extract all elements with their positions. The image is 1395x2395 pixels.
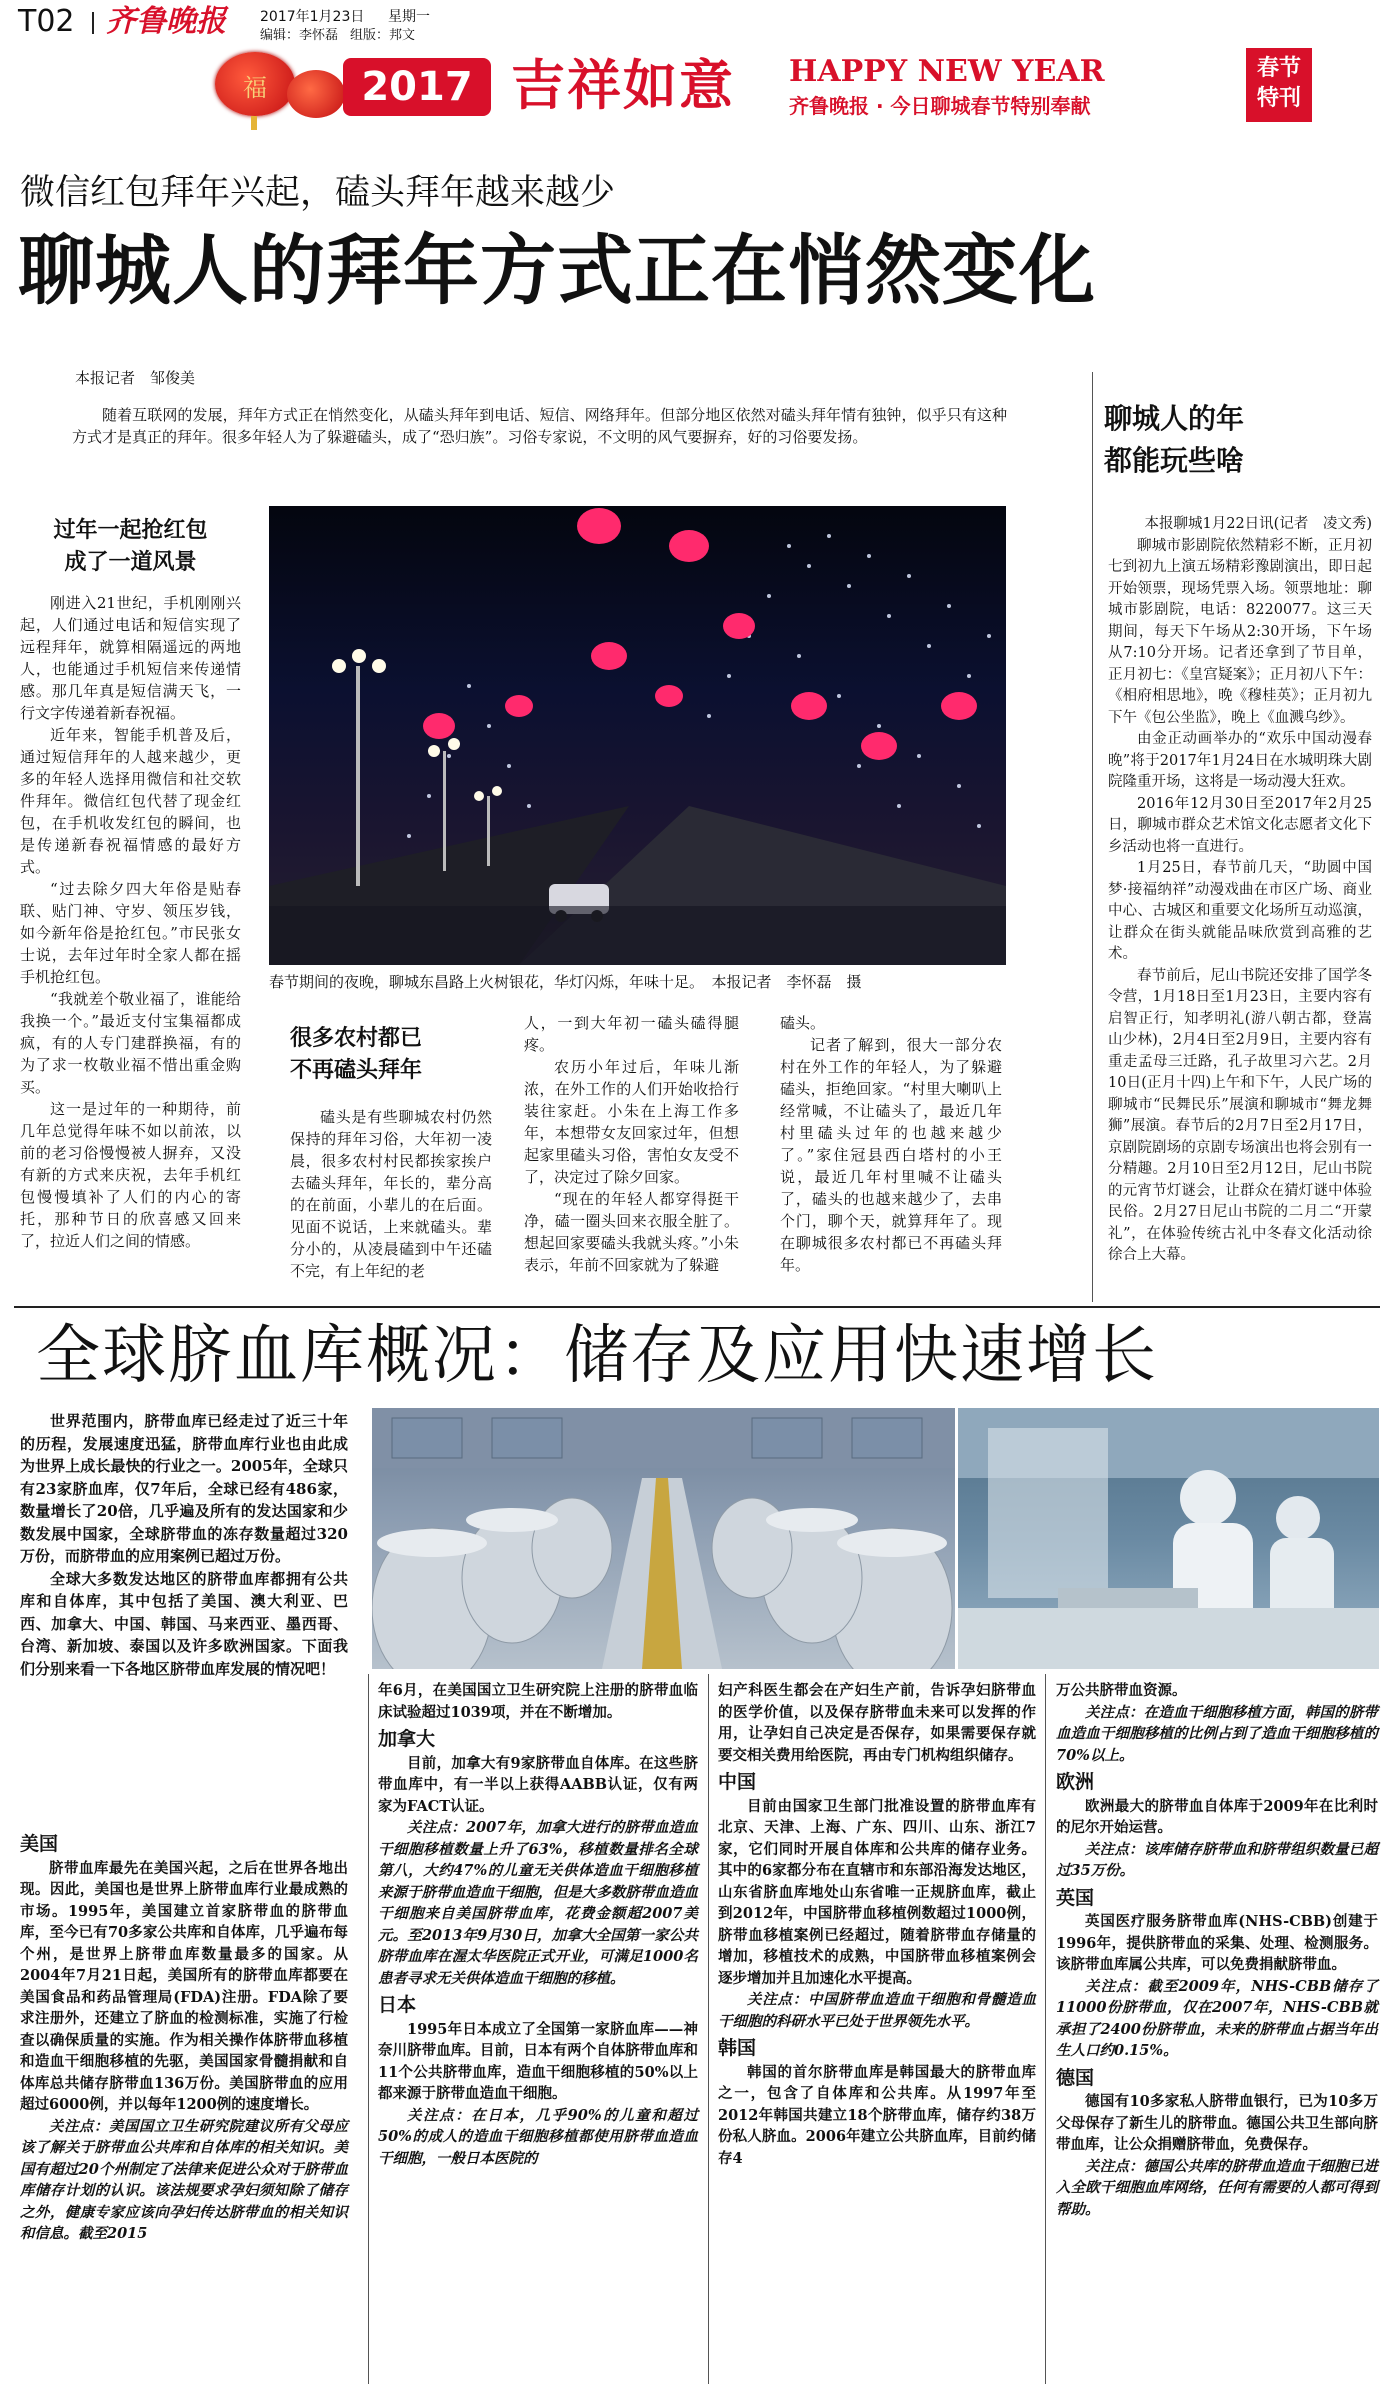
column-rule: [1092, 372, 1093, 1302]
paragraph: 目前由国家卫生部门批准设置的脐带血库有北京、天津、上海、广东、四川、山东、浙江7家，它们同时开展自体库和公共库的储存业务。其中的6家都分布在直辖市和东部沿海发达地区，山东省脐血库地处山东省唯一正规脐血库，截止到2012年，中国脐带血移植例数超过1000例，脐带血移植案例已经超过，随着脐带血存储量的增加，移植技术的成熟，中国脐带血移植案例会逐步增加并且加速化水平提高。: [718, 1797, 1036, 1987]
issue-weekday: 星期一: [388, 9, 430, 25]
paragraph: 全球大多数发达地区的脐带血库都拥有公共库和自体库，其中包括了美国、澳大利亚、巴西、加拿大、中国、韩国、马来西亚、墨西哥、台湾、新加坡、泰国以及许多欧洲国家。下面我们分别来看一下各地区脐带血库发展的情况吧！: [20, 1569, 348, 1678]
section-label: 英国: [1056, 1886, 1095, 1909]
paragraph: 近年来，智能手机普及后，通过短信拜年的人越来越少，更多的年轻人选择用微信和社交软件拜年。微信红包代替了现金红包，在手机收发红包的瞬间，也是传递新春祝福情感的最好方式。: [20, 726, 241, 876]
paragraph: 人，一到大年初一磕头磕得腿疼。: [524, 1014, 739, 1054]
article1-column-4: [780, 1012, 1002, 1276]
paragraph: 关注点：美国国立卫生研究院建议所有父母应该了解关于脐带血公共库和自体库的相关知识。美国有超过20个州制定了法律来促进公众对于脐带血库储存计划的认识。该法规要求孕妇须知除了储存之外，健康专家应该向孕妇传达脐带血的相关知识和信息。截至2015: [20, 2117, 348, 2242]
section-divider: [14, 1306, 1380, 1308]
paragraph: 关注点：2007年，加拿大进行的脐带血造血干细胞移植数量上升了63%，移植数量排名全球第八，大约47%的儿童无关供体造血干细胞移植来源于脐带血造血干细胞，但是大多数脐带血造血干细胞来自美国脐带血库，花费金额超2007美元。至2013年9月30日，加拿大全国第一家公共脐带血库在渥太华医院正式开业，可满足1000名患者寻求无关供体造血干细胞的移植。: [378, 1819, 698, 1987]
banner-subtitle: 齐鲁晚报 · 今日聊城春节特别奉献: [789, 94, 1091, 118]
lantern-right: [287, 70, 345, 118]
badge-line-2: 特刊: [1256, 86, 1301, 111]
storage-tanks-illustration: [372, 1408, 955, 1669]
article1-column-3: [524, 1012, 739, 1276]
paragraph: 年6月，在美国国立卫生研究院上注册的脐带血临床试验超过1039项，并在不断增加。: [378, 1682, 698, 1721]
article3-intro: [20, 1410, 348, 1680]
section-label: 美国: [20, 1833, 59, 1855]
lantern-tassel: [251, 116, 257, 130]
paragraph: 关注点：该库储存脐带血和脐带组织数量已超过35万份。: [1056, 1840, 1378, 1879]
badge-line-1: 春节: [1256, 56, 1301, 81]
paragraph: 德国有10多家私人脐带血银行，已为10多万父母保存了新生儿的脐带血。德国公共卫生部向脐带血库，让公众捐赠脐带血，免费保存。: [1056, 2093, 1378, 2153]
paragraph: 关注点：中国脐带血造血干细胞和骨髓造血干细胞的科研水平已处于世界领先水平。: [718, 1991, 1036, 2030]
section-label: 德国: [1056, 2066, 1095, 2089]
section-label: 韩国: [718, 2037, 757, 2059]
photo-caption: 春节期间的夜晚，聊城东昌路上火树银花，华灯闪烁，年味十足。 本报记者 李怀磊 摄: [269, 973, 862, 991]
issue-date: 2017年1月23日: [260, 9, 365, 25]
paragraph: 世界范围内，脐带血库已经走过了近三十年的历程，发展速度迅猛，脐带血库行业也由此成为世界上成长最快的行业之一。2005年，全球只有23家脐血库，仅7年后，全球已经有486家，数量增长了20倍，几乎遍及所有的发达国家和少数发展中国家，全球脐带血的冻存数量超过320万份，而脐带血的应用案例已超过万份。: [20, 1412, 348, 1565]
paper-name: 齐鲁晚报: [106, 4, 226, 39]
article1-column-2: [290, 1106, 492, 1282]
article1-subhead-1: 过年一起抢红包 成了一道风景: [53, 518, 208, 575]
paragraph: 关注点：在造血干细胞移植方面，韩国的脐带血造血干细胞移植的比例占到了造血干细胞移植的70%以上。: [1056, 1703, 1378, 1764]
paragraph: 万公共脐带血资源。: [1056, 1682, 1187, 1699]
column-rule: [368, 1674, 369, 2384]
section-label: 欧洲: [1056, 1771, 1095, 1793]
banner-slogan: 吉祥如意: [511, 53, 735, 117]
section-label: 加拿大: [378, 1728, 436, 1750]
paragraph: 刚进入21世纪，手机刚刚兴起，人们通过电话和短信实现了远程拜年，就算相隔遥远的两地人，也能通过手机短信来传递情感。那几年真是短信满天飞，一行文字传递着新春祝福。: [20, 594, 241, 722]
article2-body: [1108, 514, 1372, 1267]
paragraph: “现在的年轻人都穿得挺干净，磕一圈头回来衣服全脏了。想起回家要磕头我就头疼。”小朱表示，年前不回家就为了躲避: [524, 1190, 739, 1274]
paragraph: “我就差个敬业福了，谁能给我换一个。”最近支付宝集福都成疯，有的人专门建群换福，有的为了求一枚敬业福不惜出重金购买。: [20, 990, 241, 1096]
article1-headline: 聊城人的拜年方式正在悄然变化: [18, 226, 1096, 315]
paragraph: “过去除夕四大年俗是贴春联、贴门神、守岁、领压岁钱，如今新年俗是抢红包。”市民张女士说，去年过年时全家人都在摇手机抢红包。: [20, 880, 241, 986]
paragraph: 这一是过年的一种期待，前几年总觉得年味不如以前浓，以前的老习俗慢慢被人摒弃，又没有新的方式来庆祝，去年手机红包慢慢填补了人们的内心的寄托，那种节日的欣喜感又回来了，拉近人们之间的情感。: [20, 1100, 241, 1250]
paragraph: 2016年12月30日至2017年2月25日，聊城市群众艺术馆文化志愿者文化下乡活动也将一直进行。: [1108, 795, 1372, 855]
article3-column-4: [1056, 1680, 1378, 2220]
article2-dateline: 本报聊城1月22日讯(记者 凌文秀): [1144, 516, 1372, 532]
banner-english: HAPPY NEW YEAR: [789, 54, 1105, 89]
paragraph: 记者了解到，很大一部分农村在外工作的年轻人，为了躲避磕头，拒绝回家。“村里大喇叭上经常喊，不让磕头了，最近几年村里磕头过年的也越来越少了。”家住冠县西白塔村的小王说，最近几年村里喊不让磕头了，磕头的也越来越少了，去串个门，聊个天，就算拜年了。现在聊城很多农村都已不再磕头拜年。: [780, 1036, 1002, 1274]
header-divider: [92, 12, 94, 34]
paragraph: 磕头。: [780, 1014, 826, 1032]
editor-credit: 编辑：李怀磊: [260, 28, 339, 43]
paragraph: 由金正动画举办的“欢乐中国动漫春晚”将于2017年1月24日在水城明珠大剧院隆重开场，这将是一场动漫大狂欢。: [1108, 731, 1372, 790]
lead-paragraph: 随着互联网的发展，拜年方式正在悄然变化，从磕头拜年到电话、短信、网络拜年。但部分地区依然对磕头拜年情有独钟，似乎只有这种方式才是真正的拜年。很多年轻人为了躲避磕头，成了“恐归族”。习俗专家说，不文明的风气要摒弃，好的习俗要发扬。: [72, 406, 1007, 446]
laboratory-illustration: [958, 1408, 1379, 1669]
paragraph: 关注点：德国公共库的脐带血造血干细胞已进入全欧干细胞血库网络，任何有需要的人都可得到帮助。: [1056, 2157, 1378, 2218]
article1-column-1: [20, 592, 241, 1252]
paragraph: 欧洲最大的脐带血自体库于2009年在比利时的尼尔开始运营。: [1056, 1797, 1378, 1836]
storage-tanks-photo: [372, 1408, 955, 1669]
column-rule: [1045, 1674, 1046, 2384]
holiday-banner: [215, 40, 1378, 132]
paragraph: 1月25日，春节前几天，“助圆中国梦·接福纳祥”动漫戏曲在市区广场、商业中心、古城区和重要文化场所互动巡演，让群众在街头就能品味欣赏到高雅的艺术。: [1108, 860, 1372, 962]
paragraph: 脐带血库最先在美国兴起，之后在世界各地出现。因此，美国也是世界上脐带血库行业最成熟的市场。1995年，美国建立首家脐带血的脐带血库，至今已有70多家公共库和自体库，几乎遍布每个州，是世界上脐带血库数量最多的国家。从2004年7月21日起，美国所有的脐带血库都要在美国食品和药品管理局(FDA)注册。FDA除了要求注册外，还建立了脐血的检测标准，实施了行检查以确保质量的实施。作为相关操作体脐带血移植和造血干细胞移植的先驱，美国国家骨髓捐献和自体库总共储存脐带血136万份。美国脐带血的应用超过6000例，并以每年1200例的速度增长。: [20, 1859, 348, 2113]
paragraph: 英国医疗服务脐带血库(NHS-CBB)创建于1996年，提供脐带血的采集、处理、检测服务。该脐带血库属公共库，可以免费捐献脐带血。: [1056, 1913, 1378, 1973]
night-street-illustration: [269, 506, 1006, 965]
lantern-left: [215, 52, 295, 116]
paragraph: 磕头是有些聊城农村仍然保持的拜年习俗，大年初一凌晨，很多农村村民都挨家挨户去磕头拜年，年长的，辈分高的在前面，小辈儿的在后面。见面不说话，上来就磕头。辈分小的，从凌晨磕到中午还磕不完，有上年纪的老: [290, 1108, 492, 1280]
page-header: [0, 0, 1395, 43]
article3-headline: 全球脐血库概况：储存及应用快速增长: [36, 1319, 1158, 1393]
night-street-photo: [269, 506, 1006, 965]
special-edition-badge: [1246, 48, 1312, 122]
paragraph: 妇产科医生都会在产妇生产前，告诉孕妇脐带血的医学价值，以及保存脐带血未来可以发挥的作用，让孕妇自己决定是否保存，如果需要保存就要交相关费用给医院，再由专门机构组织储存。: [718, 1682, 1036, 1764]
layout-credit: 组版：邦文: [350, 28, 416, 43]
section-label: 日本: [378, 1994, 417, 2016]
banner-year-bar: [343, 58, 491, 116]
lantern-char: 福: [243, 74, 267, 102]
paragraph: 聊城市影剧院依然精彩不断，正月初七到初九上演五场精彩豫剧演出，即日起开始领票，现场凭票入场。领票地址：聊城市影剧院，电话：8220077。这三天期间，每天下午场从2:30开场，下午场从7:10分开场。记者还拿到了节目单，正月初七：《皇宫疑案》；正月初八下午：《相府相思地》，晚《穆桂英》；正月初九下午《包公坐监》，晚上《血溅乌纱》。: [1108, 537, 1372, 726]
article3-column-1: [20, 1828, 348, 2245]
laboratory-photo: [958, 1408, 1379, 1669]
article3-column-3: [718, 1680, 1036, 2169]
column-rule: [708, 1674, 709, 2384]
paragraph: 目前，加拿大有9家脐带血自体库。在这些脐带血库中，有一半以上获得AABB认证，仅有两家为FACT认证。: [378, 1754, 698, 1815]
section-label: 中国: [718, 1771, 757, 1793]
paragraph: 韩国的首尔脐带血库是韩国最大的脐带血库之一，包含了自体库和公共库。从1997年至2012年韩国共建立18个脐带血库，储存约38万份私人脐血。2006年建立公共脐血库，目前约储存4: [718, 2063, 1036, 2167]
paragraph: 1995年日本成立了全国第一家脐血库——神奈川脐带血库。目前，日本有两个自体脐带血库和11个公共脐带血库，造血干细胞移植的50%以上都来源于脐带血造血干细胞。: [378, 2020, 698, 2102]
article1-kicker: 微信红包拜年兴起，磕头拜年越来越少: [20, 173, 616, 213]
article2-headline: 聊城人的年 都能玩些啥: [1104, 402, 1245, 477]
paragraph: 关注点：截至2009年，NHS-CBB储存了11000份脐带血，仅在2007年，NHS-CBB就承担了2400份脐带血，未来的脐带血占据当年出生人口约0.15%。: [1056, 1977, 1378, 2059]
article1-subhead-2: 很多农村都已 不再磕头拜年: [290, 1026, 423, 1083]
paragraph: 关注点：在日本，几乎90%的儿童和超过50%的成人的造血干细胞移植都使用脐带血造血干细胞，一般日本医院的: [378, 2106, 698, 2167]
article1-lead: [72, 404, 1007, 448]
paragraph: 农历小年过后，年味儿渐浓，在外工作的人们开始收拾行装往家赶。小朱在上海工作多年，本想带女友回家过年，但想起家里磕头习俗，害怕女友受不了，决定过了除夕回家。: [524, 1058, 739, 1186]
article3-column-2: [378, 1680, 698, 2169]
banner-year: 2017: [361, 64, 473, 110]
paragraph: 春节前后，尼山书院还安排了国学冬令营，1月18日至1月23日，主要内容有启智正行，知孝明礼(游八朝古都，登嵩山少林)，2月4日至2月9日，主要内容有重走孟母三迁路，孔子故里习六艺。2月10日(正月十四)上午和下午，人民广场的聊城市“民舞民乐”展演和聊城市“舞龙舞狮”展演。春节后的2月7日至2月17日，京剧院剧场的京剧专场演出也将会别有一分精趣。2月10日至2月12日，尼山书院的元宵节灯谜会，让群众在猜灯谜中体验民俗。2月27日尼山书院的二月二“开蒙礼”，在体验传统古礼中冬春文化活动徐徐合上大幕。: [1108, 967, 1372, 1263]
article1-byline: 本报记者 邹俊美: [75, 369, 196, 387]
page-number: T02: [18, 4, 75, 39]
